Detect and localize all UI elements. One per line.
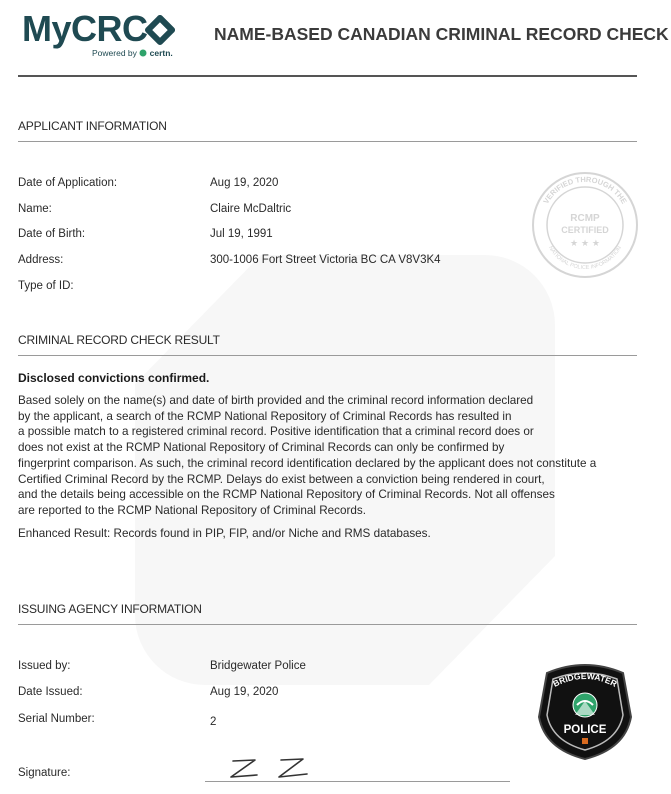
name-label: Name:: [18, 203, 52, 215]
stamp-ring-text: VERIFIED THROUGH THE: [541, 174, 629, 206]
date-of-application-label: Date of Application:: [18, 177, 118, 189]
powered-by-brand: certn.: [149, 48, 173, 58]
svg-text:VERIFIED THROUGH THE: [541, 175, 628, 205]
stamp-bottom-text: NATIONAL POLICE INFORMATION: [547, 245, 623, 272]
applicant-section-title: APPLICANT INFORMATION: [18, 119, 167, 133]
result-headline: Disclosed convictions confirmed.: [18, 371, 210, 385]
certn-icon: [139, 49, 147, 57]
result-line: Based solely on the name(s) and date of birth provided and the criminal record information declared: [18, 394, 534, 407]
result-line: fingerprint comparison. As such, the criminal record identification declared by the applicant does not constitute a: [18, 456, 597, 470]
result-line: does not exist at the RCMP National Repository of Criminal Records can only be confirmed by: [18, 441, 505, 455]
powered-by-label: Powered by: [92, 48, 137, 58]
result-line: are reported to the RCMP National Repository of Criminal Records.: [18, 503, 366, 517]
signature-line: [205, 781, 510, 782]
result-section-divider: [18, 355, 637, 356]
logo-text: MyCRC: [22, 8, 148, 49]
powered-by: [92, 48, 173, 58]
enhanced-result: Enhanced Result: Records found in PIP, FIP, and/or Niche and RMS databases.: [18, 527, 431, 540]
signature-scribble: [225, 755, 315, 781]
agency-section-title: ISSUING AGENCY INFORMATION: [18, 602, 202, 616]
header-divider: [18, 75, 637, 77]
result-line: a possible match to a registered criminal record. Positive identification that a criminal record does or: [18, 425, 534, 439]
badge-bottom-text: POLICE: [563, 724, 607, 736]
address-label: Address:: [18, 254, 64, 266]
mycrc-mark-icon: [140, 12, 180, 48]
result-line: Certified Criminal Record by the RCMP. Delays do exist between a conviction being rendered in court,: [18, 472, 545, 486]
issued-by-label: Issued by:: [18, 660, 71, 672]
result-line: by the applicant, a search of the RCMP National Repository of Criminal Records has resulted in: [18, 409, 512, 423]
rcmp-certified-stamp: [530, 170, 640, 280]
result-body: [18, 393, 643, 519]
serial-number-value: 2: [210, 716, 217, 728]
document-title: NAME-BASED CANADIAN CRIMINAL RECORD CHECK: [214, 24, 669, 44]
result-section-title: CRIMINAL RECORD CHECK RESULT: [18, 333, 220, 347]
svg-text:NATIONAL POLICE INFORMATION: [547, 245, 623, 271]
badge-top-text: BRIDGEWATER: [551, 670, 619, 689]
serial-number-label: Serial Number:: [18, 713, 95, 725]
date-of-birth-label: Date of Birth:: [18, 228, 86, 240]
issued-by-value: Bridgewater Police: [210, 660, 306, 672]
date-of-birth-value: Jul 19, 1991: [210, 228, 273, 240]
mycrc-logo: [22, 8, 182, 58]
signature-label: Signature:: [18, 767, 71, 779]
date-issued-label: Date Issued:: [18, 686, 83, 698]
result-line: and the details being accessible on the RCMP National Repository of Criminal Records. Not all offenses: [18, 488, 555, 502]
date-issued-value: Aug 19, 2020: [210, 686, 279, 698]
stamp-line2: CERTIFIED: [561, 225, 609, 235]
bridgewater-police-badge: [535, 657, 635, 761]
badge-crest-icon: [582, 738, 588, 744]
name-value: Claire McDaltric: [210, 203, 292, 215]
agency-section-divider: [18, 624, 637, 625]
date-of-application-value: Aug 19, 2020: [210, 177, 279, 189]
type-of-id-label: Type of ID:: [18, 280, 74, 292]
address-value: 300-1006 Fort Street Victoria BC CA V8V3K4: [210, 254, 441, 266]
stamp-line1: RCMP: [570, 213, 600, 224]
stamp-stars-icon: ★ ★ ★: [570, 239, 600, 249]
applicant-section-divider: [18, 141, 637, 142]
